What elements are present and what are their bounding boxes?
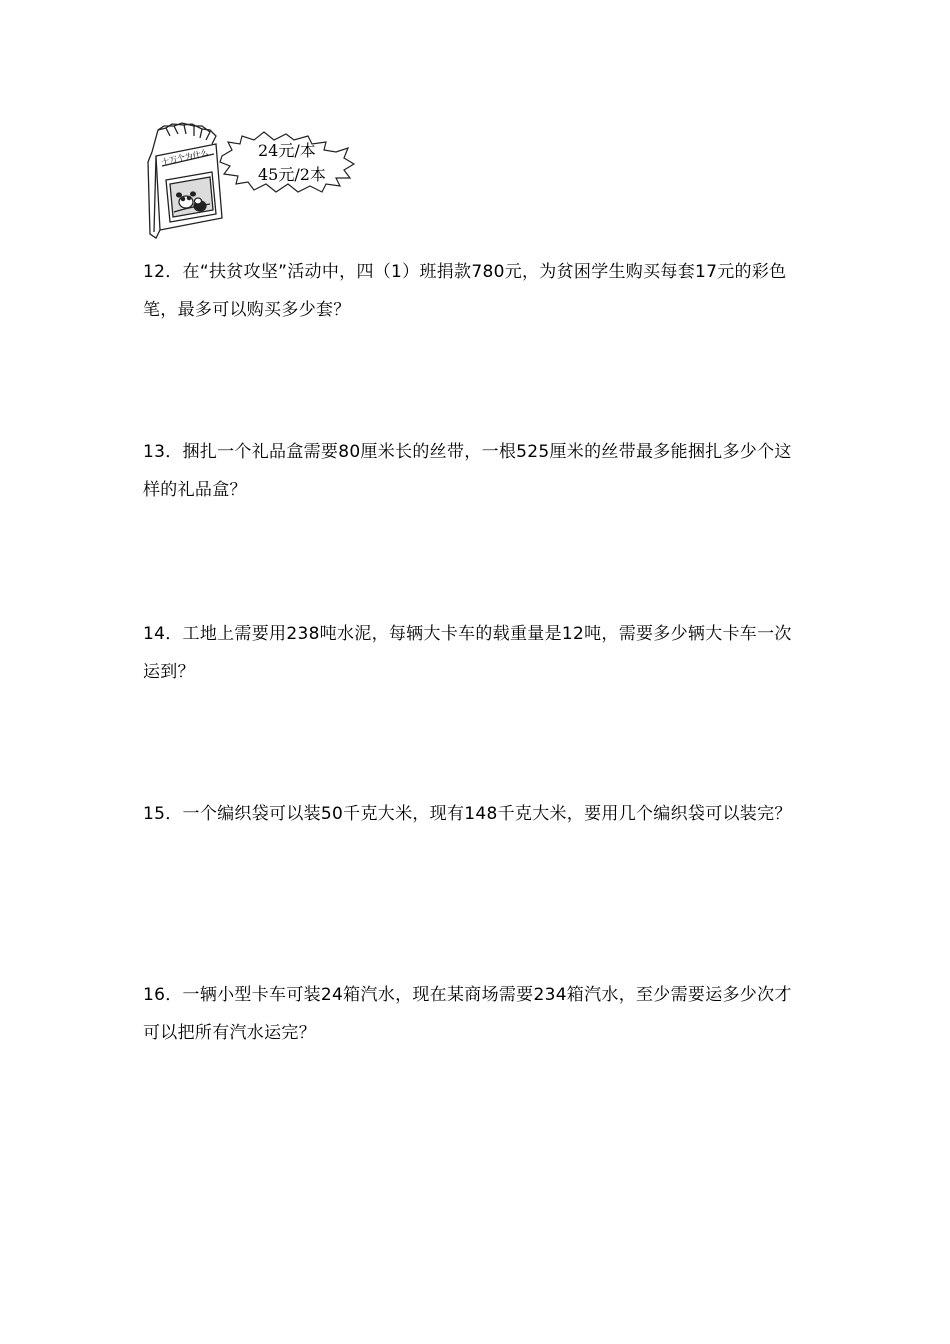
book-cover-title: 十万个为什么 [160,148,210,167]
question-13: 13．捆扎一个礼品盒需要80厘米长的丝带，一根525厘米的丝带最多能捆扎多少个这样的礼品盒？ [143,442,792,500]
price-pair: 45元/2本 [258,165,326,184]
question-16: 16．一辆小型卡车可装24箱汽水，现在某商场需要234箱汽水，至少需要运多少次才可以把所有汽水运完？ [143,985,792,1043]
question-14: 14．工地上需要用238吨水泥，每辆大卡车的载重量是12吨，需要多少辆大卡车一次运到？ [143,624,792,682]
price-single: 24元/本 [258,141,316,160]
book-icon [148,123,222,238]
book-price-illustration [140,122,375,244]
question-15: 15．一个编织袋可以装50千克大米，现有148千克大米，要用几个编织袋可以装完？ [143,804,792,824]
question-12: 12．在“扶贫攻坚”活动中，四（1）班捐款780元，为贫困学生购买每套17元的彩色笔，最多可以购买多少套？ [143,262,787,320]
